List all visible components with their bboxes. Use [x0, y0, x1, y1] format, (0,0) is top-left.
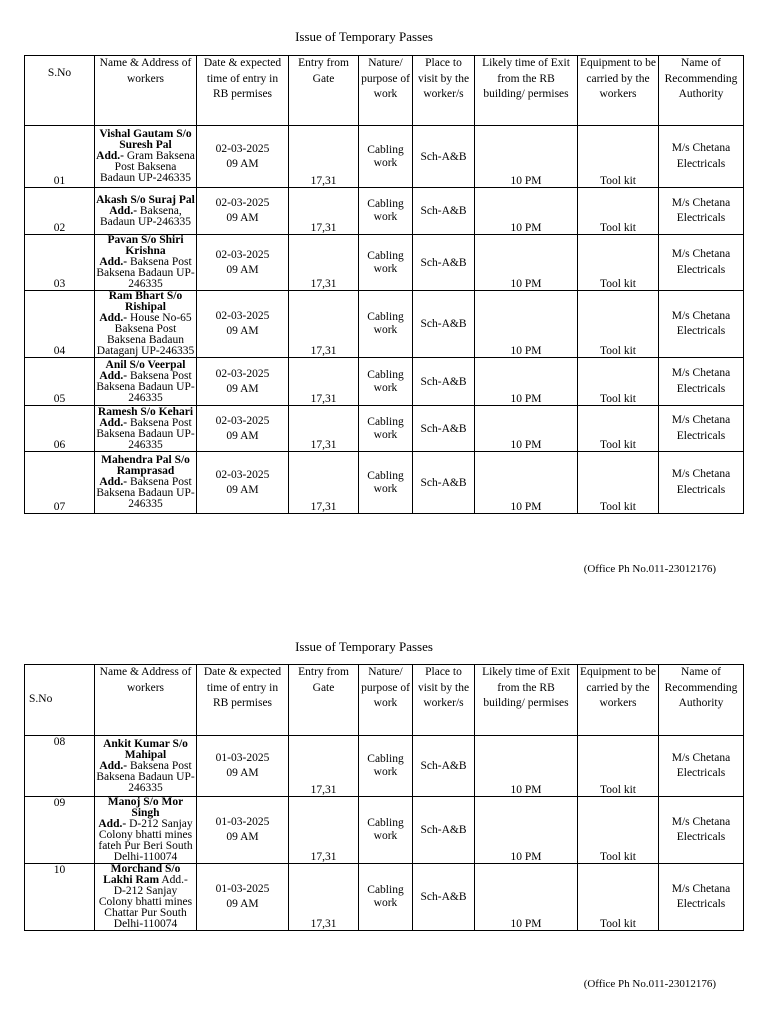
- equipment: Tool kit: [578, 126, 659, 188]
- worker-address: Baksena Post Baksena Badaun UP-246335: [96, 256, 195, 290]
- worker-address: Baksena Post Baksena Badaun UP-246335: [96, 476, 195, 510]
- work-nature: Cabling work: [359, 235, 413, 291]
- entry-date: 02-03-2025: [215, 248, 270, 261]
- entry-time: 09 AM: [226, 483, 259, 496]
- entry-date: 02-03-2025: [215, 197, 270, 209]
- row-sno: 06: [25, 406, 95, 452]
- work-nature: Cabling work: [359, 188, 413, 235]
- header-date: Date & expected time of entry in RB permises: [197, 665, 289, 736]
- entry-time: 09 AM: [226, 325, 259, 337]
- exit-time: 10 PM: [475, 126, 578, 188]
- header-gate: Entry from Gate: [289, 665, 359, 736]
- work-nature: Cabling work: [359, 126, 413, 188]
- work-nature: Cabling work: [359, 406, 413, 452]
- worker-name: Manoj S/o Mor Singh: [107, 796, 184, 819]
- exit-time: 10 PM: [475, 358, 578, 406]
- recommending-authority: M/s Chetana Electricals: [659, 358, 744, 406]
- entry-time: 09 AM: [226, 263, 259, 276]
- add-prefix: Add.-: [99, 369, 128, 382]
- header-equipment: Equipment to be carried by the workers: [578, 665, 659, 736]
- exit-time: 10 PM: [475, 452, 578, 514]
- recommending-authority: M/s Chetana Electricals: [659, 188, 744, 235]
- worker-name: Akash S/o Suraj Pal: [96, 193, 195, 206]
- worker-name-address: [95, 406, 197, 452]
- visit-place: Sch-A&B: [413, 736, 475, 797]
- row-sno: 04: [25, 291, 95, 358]
- exit-time: 10 PM: [475, 864, 578, 931]
- worker-name: Ramesh S/o Kehari: [97, 405, 194, 418]
- office-phone: (Office Ph No.011-23012176): [583, 978, 716, 990]
- recommending-authority: M/s Chetana Electricals: [659, 126, 744, 188]
- table-row: [25, 452, 744, 514]
- worker-name-address: [95, 797, 197, 864]
- section1-title: Issue of Temporary Passes: [295, 29, 433, 44]
- entry-date: 01-03-2025: [215, 883, 270, 895]
- worker-address: Baksena Post Baksena Badaun UP-246335: [96, 416, 195, 451]
- entry-date-time: [197, 235, 289, 291]
- exit-time: 10 PM: [475, 797, 578, 864]
- exit-time: 10 PM: [475, 736, 578, 797]
- header-gate: Entry from Gate: [289, 56, 359, 126]
- entry-date: 02-03-2025: [215, 310, 270, 322]
- worker-name: Ankit Kumar S/o Mahipal: [103, 737, 188, 761]
- entry-gate: 17,31: [289, 291, 359, 358]
- header-authority: Name of Recommending Authority: [659, 56, 744, 126]
- worker-name-address: [95, 291, 197, 358]
- entry-gate: 17,31: [289, 452, 359, 514]
- row-sno: 02: [25, 188, 95, 235]
- header-date: Date & expected time of entry in RB permises: [197, 56, 289, 126]
- add-prefix: Add.-: [99, 416, 128, 429]
- entry-gate: 17,31: [289, 736, 359, 797]
- entry-date: 02-03-2025: [215, 142, 270, 155]
- work-nature: Cabling work: [359, 864, 413, 931]
- add-prefix: Add.-: [99, 256, 128, 268]
- exit-time: 10 PM: [475, 235, 578, 291]
- entry-date-time: [197, 126, 289, 188]
- worker-name: Morchand S/o Lakhi Ram: [103, 863, 181, 886]
- equipment: Tool kit: [578, 736, 659, 797]
- table-row: [25, 235, 744, 291]
- header-sno: S.No: [25, 56, 95, 126]
- worker-address: Gram Baksena Post Baksena Badaun UP-246335: [99, 150, 195, 184]
- header-equipment: Equipment to be carried by the workers: [578, 56, 659, 126]
- entry-gate: 17,31: [289, 235, 359, 291]
- worker-address: House No-65 Baksena Post Baksena Badaun Dataganj UP-246335: [96, 312, 195, 357]
- table-header-row: [25, 665, 744, 736]
- visit-place: Sch-A&B: [413, 452, 475, 514]
- worker-name: Ram Bhart S/o Rishipal: [108, 290, 183, 313]
- work-nature: Cabling work: [359, 291, 413, 358]
- table-row: [25, 291, 744, 358]
- entry-date-time: [197, 188, 289, 235]
- work-nature: Cabling work: [359, 358, 413, 406]
- entry-date-time: [197, 358, 289, 406]
- visit-place: Sch-A&B: [413, 358, 475, 406]
- visit-place: Sch-A&B: [413, 406, 475, 452]
- table-row: [25, 126, 744, 188]
- worker-address: Baksena Post Baksena Badaun UP-246335: [96, 369, 195, 404]
- add-prefix: Add.-: [99, 759, 128, 772]
- entry-gate: 17,31: [289, 406, 359, 452]
- worker-name-address: [95, 235, 197, 291]
- entry-time: 09 AM: [226, 767, 259, 779]
- work-nature: Cabling work: [359, 797, 413, 864]
- entry-date: 02-03-2025: [215, 468, 270, 481]
- header-place: Place to visit by the worker/s: [413, 56, 475, 126]
- entry-gate: 17,31: [289, 797, 359, 864]
- header-name: Name & Address of workers: [95, 56, 197, 126]
- equipment: Tool kit: [578, 291, 659, 358]
- add-prefix: Add.-: [98, 818, 127, 830]
- entry-date-time: [197, 864, 289, 931]
- work-nature: Cabling work: [359, 452, 413, 514]
- entry-date: 02-03-2025: [215, 414, 270, 427]
- row-sno: 05: [25, 358, 95, 406]
- table-row: [25, 358, 744, 406]
- recommending-authority: M/s Chetana Electricals: [659, 797, 744, 864]
- visit-place: Sch-A&B: [413, 188, 475, 235]
- worker-name-address: [95, 864, 197, 931]
- table-header-row: [25, 56, 744, 126]
- header-nature: Nature/ purpose of work: [359, 56, 413, 126]
- table-row: [25, 797, 744, 864]
- entry-time: 09 AM: [226, 429, 259, 442]
- worker-address: Baksena, Badaun UP-246335: [99, 204, 192, 228]
- table-row: [25, 406, 744, 452]
- worker-name-address: [95, 188, 197, 235]
- header-sno: S.No: [25, 665, 95, 736]
- worker-address: Baksena Post Baksena Badaun UP-246335: [96, 759, 195, 794]
- visit-place: Sch-A&B: [413, 291, 475, 358]
- table-row: [25, 864, 744, 931]
- equipment: Tool kit: [578, 235, 659, 291]
- passes-table-2: [24, 664, 744, 931]
- equipment: Tool kit: [578, 358, 659, 406]
- recommending-authority: M/s Chetana Electricals: [659, 291, 744, 358]
- entry-date-time: [197, 291, 289, 358]
- worker-name: Anil S/o Veerpal: [105, 358, 186, 371]
- exit-time: 10 PM: [475, 406, 578, 452]
- header-exit: Likely time of Exit from the RB building/ permises: [475, 665, 578, 736]
- visit-place: Sch-A&B: [413, 797, 475, 864]
- entry-gate: 17,31: [289, 188, 359, 235]
- worker-name-address: [95, 126, 197, 188]
- row-sno: 03: [25, 235, 95, 291]
- worker-name-address: [95, 452, 197, 514]
- row-sno: 09: [25, 797, 95, 864]
- header-exit: Likely time of Exit from the RB building/ permises: [475, 56, 578, 126]
- table-row: [25, 188, 744, 235]
- visit-place: Sch-A&B: [413, 235, 475, 291]
- add-prefix: Add.-: [161, 874, 188, 886]
- equipment: Tool kit: [578, 188, 659, 235]
- entry-time: 09 AM: [226, 831, 259, 843]
- recommending-authority: M/s Chetana Electricals: [659, 235, 744, 291]
- entry-date-time: [197, 452, 289, 514]
- worker-address-text: D-212 Sanjay Colony bhatti mines Chattar Pur South Delhi-110074: [98, 885, 193, 930]
- header-authority: Name of Recommending Authority: [659, 665, 744, 736]
- office-phone: (Office Ph No.011-23012176): [583, 563, 716, 575]
- work-nature: Cabling work: [359, 736, 413, 797]
- entry-date: 01-03-2025: [215, 816, 270, 828]
- recommending-authority: M/s Chetana Electricals: [659, 864, 744, 931]
- recommending-authority: M/s Chetana Electricals: [659, 406, 744, 452]
- add-prefix: Add.-: [109, 204, 138, 217]
- section2-title: Issue of Temporary Passes: [295, 639, 433, 654]
- exit-time: 10 PM: [475, 291, 578, 358]
- table-row: [25, 736, 744, 797]
- row-sno: 01: [25, 126, 95, 188]
- entry-time: 09 AM: [226, 157, 259, 170]
- entry-date-time: [197, 797, 289, 864]
- entry-gate: 17,31: [289, 864, 359, 931]
- header-nature: Nature/ purpose of work: [359, 665, 413, 736]
- entry-date: 01-03-2025: [215, 752, 270, 764]
- entry-date-time: [197, 736, 289, 797]
- add-prefix: Add.-: [99, 476, 128, 488]
- worker-name: Pavan S/o Shiri Krishna: [107, 234, 184, 257]
- entry-time: 09 AM: [226, 898, 259, 910]
- add-prefix: Add.-: [96, 150, 124, 162]
- recommending-authority: M/s Chetana Electricals: [659, 736, 744, 797]
- entry-gate: 17,31: [289, 358, 359, 406]
- worker-name: Mahendra Pal S/o Ramprasad: [101, 454, 190, 477]
- equipment: Tool kit: [578, 797, 659, 864]
- entry-time: 09 AM: [226, 382, 259, 395]
- visit-place: Sch-A&B: [413, 126, 475, 188]
- passes-table-1: [24, 55, 744, 514]
- entry-date: 02-03-2025: [215, 367, 270, 380]
- worker-address: D-212 Sanjay Colony bhatti mines fateh Pur Beri South Delhi-110074: [98, 818, 193, 863]
- header-name: Name & Address of workers: [95, 665, 197, 736]
- exit-time: 10 PM: [475, 188, 578, 235]
- header-place: Place to visit by the worker/s: [413, 665, 475, 736]
- entry-date-time: [197, 406, 289, 452]
- row-sno: 10: [25, 864, 95, 931]
- worker-name-address: [95, 358, 197, 406]
- add-prefix: Add.-: [99, 312, 128, 324]
- worker-name-address: [95, 736, 197, 797]
- row-sno: 07: [25, 452, 95, 514]
- row-sno: 08: [25, 736, 95, 797]
- equipment: Tool kit: [578, 864, 659, 931]
- recommending-authority: M/s Chetana Electricals: [659, 452, 744, 514]
- equipment: Tool kit: [578, 452, 659, 514]
- entry-time: 09 AM: [226, 212, 259, 224]
- equipment: Tool kit: [578, 406, 659, 452]
- worker-name: Vishal Gautam S/o Suresh Pal: [99, 128, 192, 151]
- entry-gate: 17,31: [289, 126, 359, 188]
- visit-place: Sch-A&B: [413, 864, 475, 931]
